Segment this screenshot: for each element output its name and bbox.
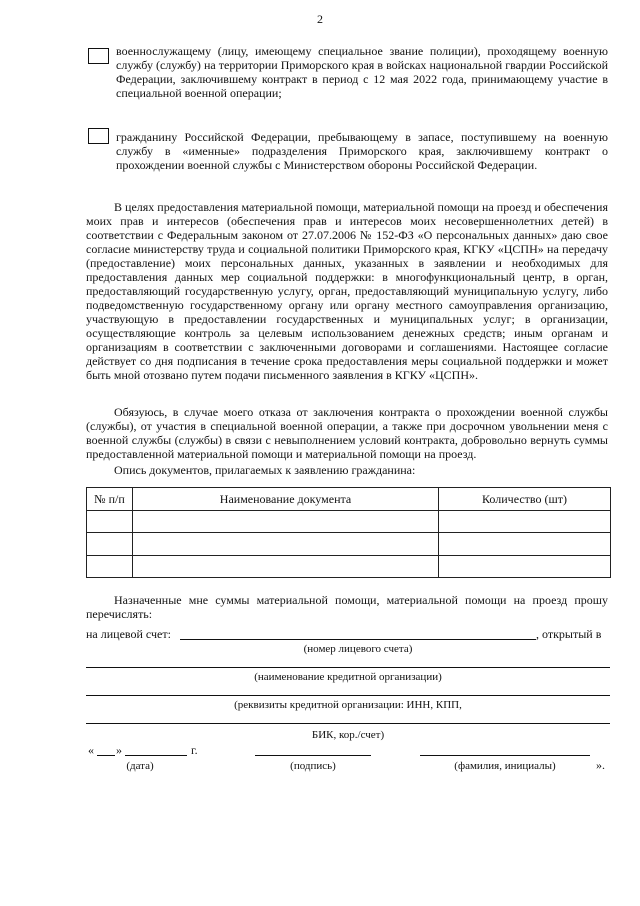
obligation-paragraph: Обязуюсь, в случае моего отказа от заключения контракта о прохождении военной службы (службы), от участия в специальной военной операции, а также при досрочном увольнении меня с военной службы (службы) в связи с невыполнением условий контракта, добровольно вернуть суммы предоставленной материальной помощи и материальной помощи на проезд. [86,405,608,461]
opened-in-label: , открытый в [536,627,602,641]
table-cell[interactable] [87,533,133,556]
signature-caption: (подпись) [290,760,336,772]
end-quote-mark: ». [596,758,605,772]
table-cell[interactable] [439,533,611,556]
bank-requisites-caption: (реквизиты кредитной организации: ИНН, КПП, [234,699,462,711]
account-label: на лицевой счет: [86,627,171,641]
table-cell[interactable] [133,533,439,556]
table-cell[interactable] [133,555,439,578]
date-caption: (дата) [126,760,154,772]
transfer-intro: Назначенные мне суммы материальной помощи, материальной помощи на проезд прошу перечислять: [86,593,608,621]
table-cell[interactable] [87,510,133,533]
full-name-field[interactable] [420,755,590,756]
table-cell[interactable] [133,510,439,533]
option-checkbox-reservist[interactable] [88,128,109,144]
bank-requisites-field[interactable] [86,695,610,696]
date-day-field[interactable] [97,755,115,756]
date-quote-open: « [88,743,94,757]
signature-field[interactable] [255,755,371,756]
date-quote-close: » [116,743,122,757]
option-text-servicemember: военнослужащему (лицу, имеющему специальное звание полиции), проходящему военную службу (службу) на территории Приморского края в войсках национальной гвардии Российской Федерации, заключившему контракт в период с 12 мая 2022 года, принимающему участие в специальной военной операции; [116,44,608,100]
bank-name-caption: (наименование кредитной организации) [254,671,442,683]
table-header-row [87,488,611,511]
table-cell[interactable] [439,510,611,533]
documents-table [86,487,611,578]
bank-bik-field[interactable] [86,723,610,724]
bank-name-field[interactable] [86,667,610,668]
consent-paragraph: В целях предоставления материальной помощи, материальной помощи на проезд и обеспечения моих прав и интересов (обеспечения прав и интересов моих несовершеннолетних детей) в соответствии с Федеральным законом от 27.07.2006 № 152-ФЗ «О персональных данных» даю свое согласие министерству труда и социальной политики Приморского края, КГКУ «ЦСПН» на передачу (предоставление) моих персональных данных, указанных в заявлении и необходимых для предоставления данных мер социальной поддержки: в многофункциональный центр, в орган, предоставляющий государственную услугу, орган, предоставляющий муниципальную услугу, либо подведомственную государственному органу или органу местного самоуправления организацию, участвующую в предоставлении государственных и муниципальных услуг; в организации, осуществляющие контроль за целевым использованием денежных средств; иным органам и организациям в соответствии с заключенными договорами и соглашениями. Настоящее согласие действует со дня подписания в течение срока предоставления меры социальной поддержки и может быть мной отозвано путем подачи письменного заявления в КГКУ «ЦСПН». [86,200,608,382]
table-cell[interactable] [87,555,133,578]
table-row [87,510,611,533]
table-row [87,555,611,578]
option-text-reservist: гражданину Российской Федерации, пребывающему в запасе, поступившему на военную службу в «именные» подразделения Приморского края, заключившему контракт о прохождении военной службы с Министерством обороны Российской Федерации. [116,130,608,172]
column-header-number: № п/п [87,488,133,511]
column-header-quantity: Количество (шт) [439,488,611,511]
account-number-field[interactable] [180,639,536,640]
option-checkbox-servicemember[interactable] [88,48,109,64]
table-row [87,533,611,556]
column-header-document-name: Наименование документа [133,488,439,511]
documents-list-label: Опись документов, прилагаемых к заявлению гражданина: [114,463,416,477]
page-number: 2 [317,12,323,26]
year-suffix: г. [191,743,198,757]
account-number-caption: (номер лицевого счета) [303,643,413,655]
date-month-year-field[interactable] [125,755,187,756]
bank-bik-caption: БИК, кор./счет) [311,729,385,741]
table-cell[interactable] [439,555,611,578]
full-name-caption: (фамилия, инициалы) [454,760,556,772]
